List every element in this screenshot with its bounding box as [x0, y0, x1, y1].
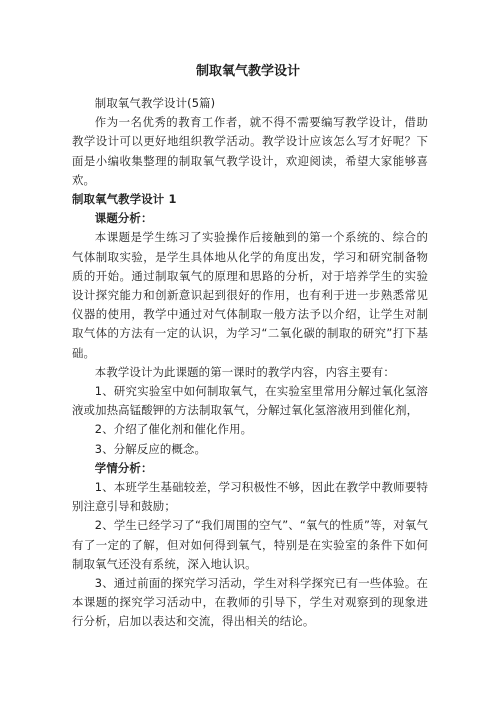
learner-item: 3、通过前面的探究学习活动，学生对科学探究已有一些体验。在本课题的探究学习活动中，在教师的引导下，学生对观察到的现象进行分析，启加以表达和交流，得出相关的结论。 — [72, 576, 428, 629]
document-body — [72, 94, 428, 632]
learner-heading: 学情分析： — [94, 460, 153, 475]
analysis-heading: 课题分析： — [94, 211, 153, 226]
content-item: 1、研究实验室中如何制取氧气，在实验室里常用分解过氧化氢溶液或加热高锰酸钾的方法制取氧气，分解过氧化氢溶液用到催化剂， — [72, 384, 428, 418]
page-title: 制取氧气教学设计 — [195, 64, 300, 79]
analysis-paragraph: 本课题是学生练习了实验操作后接触到的第一个系统的、综合的气体制取实验，是学生具体地从化学的角度出发，学习和研究制备物质的开始。通过制取氧气的原理和思路的分析，对于培养学生的实验设计探究能力和创新意识起到很好的作用，也有利于进一步熟悉常见仪器的使用，教学中通过对气体制取一般方法予以介绍，让学生对制取气体的方法有一定的认识，为学习“二氧化碳的制取的研究”打下基础。 — [72, 230, 428, 360]
content-item: 2、介绍了催化剂和催化作用。 — [94, 422, 253, 437]
intro-paragraph: 作为一名优秀的教育工作者，就不得不需要编写教学设计，借助教学设计可以更好地组织教学活动。教学设计应该怎么写才好呢？下面是小编收集整理的制取氧气教学设计，欢迎阅读，希望大家能够喜欢。 — [72, 115, 428, 187]
learner-item: 1、本班学生基础较差，学习积极性不够，因此在教学中教师要特别注意引导和鼓励； — [72, 480, 428, 514]
content-item: 3、分解反应的概念。 — [94, 441, 207, 456]
section-heading: 制取氧气教学设计 1 — [72, 192, 177, 207]
learner-item: 2、学生已经学习了“我们周围的空气”、“氧气的性质”等，对氧气有了一定的了解，但对如何得到氧气，特别是在实验室的条件下如何制取氧气还没有系统，深入地认识。 — [72, 518, 428, 571]
content-intro: 本教学设计为此课题的第一课时的教学内容，内容主要有： — [94, 364, 395, 379]
subtitle: 制取氧气教学设计(5篇) — [94, 96, 216, 110]
